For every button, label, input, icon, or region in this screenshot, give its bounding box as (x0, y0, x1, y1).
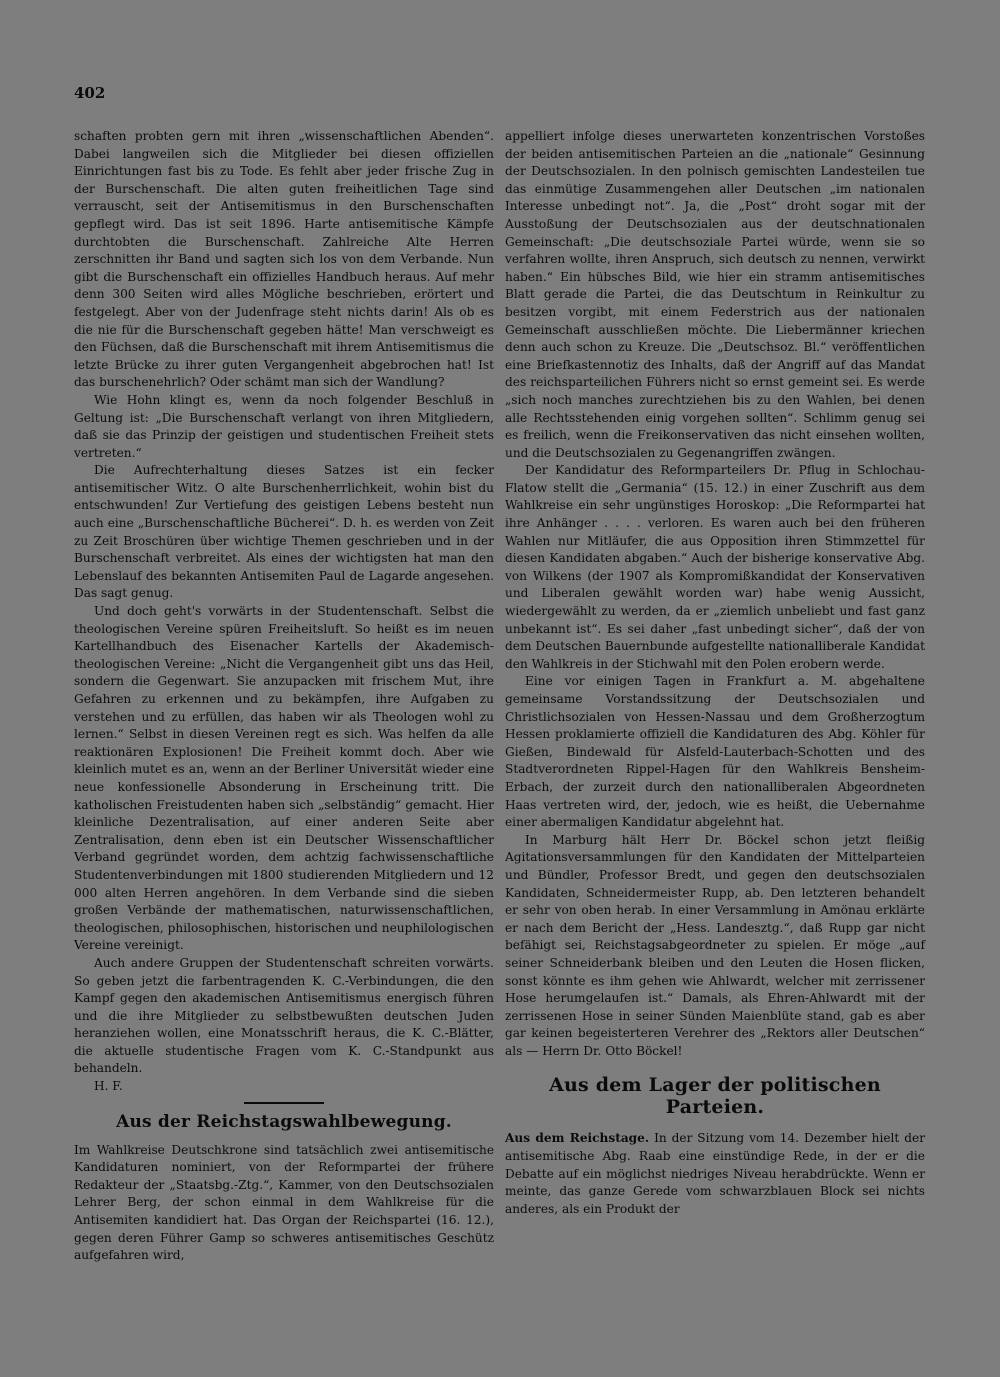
section-divider (244, 1102, 324, 1104)
right-column (505, 128, 925, 1218)
paragraph: Und doch geht's vorwärts in der Studentenschaft. Selbst die theologischen Vereine spüren Freiheitsluft. So heißt es im neuen Kartellhandbuch des Eisenacher Kartells der Akademisch-theologischen Vereine: „Nicht die Vergangenheit gibt uns das Heil, sondern die Gegenwart. Sie anzupacken mit frischem Mut, ihre Gefahren zu erkennen und zu bekämpfen, ihre Aufgaben zu verstehen und zu erfüllen, das haben wir als Theologen wohl zu lernen.“ Selbst in diesen Vereinen regt es sich. Was helfen da alle reaktionären Explosionen! Die Freiheit kommt doch. Aber wie kleinlich mutet es an, wenn an der Berliner Universität wieder eine neue konfessionelle Absonderung in Erscheinung tritt. Die katholischen Freistudenten haben sich „selbständig“ gemacht. Hier kleinliche Dezentralisation, auf einer anderen Seite aber Zentralisation, denn eben ist ein Deutscher Wissenschaftlicher Verband gegründet worden, dem achtzig fachwissenschaftliche Studentenverbindungen mit 1800 studierenden Mitgliedern und 12 000 alten Herren angehören. In dem Verbande sind die sieben großen Verbände der mathematischen, naturwissenschaftlichen, theologischen, philosophischen, historischen und neuphilologischen Vereine vereinigt. (74, 604, 494, 953)
author-signature: H. F. (94, 1079, 123, 1094)
paragraph: Der Kandidatur des Reformparteilers Dr. Pflug in Schlochau-Flatow stellt die „Germania“ (15. 12.) in einer Zuschrift aus dem Wahlkreise ein sehr ungünstiges Horoskop: „Die Reformpartei hat ihre Anhänger . . . . verloren. Es waren auch bei den früheren Wahlen nur Mitläufer, die aus Opposition ihren Stimmzettel für diesen Kandidaten abgaben.“ Auch der bisherige konservative Abg. von Wilkens (der 1907 als Kompromißkandidat der Konservativen und Liberalen gewählt worden war) habe wenig Aussicht, wiedergewählt zu werden, da er „ziemlich unbeliebt und fast ganz unbekannt ist“. Es sei daher „fast unbedingt sicher“, daß der von dem Deutschen Bauernbunde aufgestellte nationalliberale Kandidat den Wahlkreis in der Stichwahl mit den Polen erobern werde. (505, 463, 925, 671)
left-column (74, 128, 494, 1265)
paragraph: Die Aufrechterhaltung dieses Satzes ist ein fecker antisemitischer Witz. O alte Burschenherrlichkeit, wohin bist du entschwunden! Zur Vertiefung des geistigen Lebens besteht nun auch eine „Burschenschaftliche Bücherei“. D. h. es werden von Zeit zu Zeit Broschüren über wichtige Themen geschrieben und in der Burschenschaft verbreitet. Als eines der wichtigsten hat man den Lebenslauf des bekannten Antisemiten Paul de Lagarde angesehen. Das sagt genug. (74, 463, 494, 601)
paragraph: Im Wahlkreise Deutschkrone sind tatsächlich zwei antisemitische Kandidaturen nominiert, von der Reformpartei der frühere Redakteur der „Staatsbg.-Ztg.“, Kammer, von den Deutschsozialen Lehrer Berg, der schon einmal in dem Wahlkreise für die Antisemiten kandidiert hat. Das Organ der Reichspartei (16. 12.), gegen deren Führer Gamp so schweres antisemitisches Geschütz aufgefahren wird, (74, 1142, 494, 1263)
paragraph: appelliert infolge dieses unerwarteten konzentrischen Vorstoßes der beiden antisemitischen Parteien an die „nationale“ Gesinnung der Deutschsozialen. In den polnisch gemischten Landesteilen tue das einmütige Zusammengehen aller Deutschen „im nationalen Interesse unbedingt not“. Ja, die „Post“ droht sogar mit der Ausstoßung der Deutschsozialen aus der deutschnationalen Gemeinschaft: „Die deutschsoziale Partei würde, wenn sie so verfahren wollte, ihren Anspruch, sich deutsch zu nennen, verwirkt haben.“ Ein hübsches Bild, wie hier ein stramm antisemitisches Blatt gerade die Partei, die das Deutschtum in Reinkultur zu besitzen vorgibt, mit einem Federstrich aus der nationalen Gemeinschaft ausschließen möchte. Die Liebermänner kriechen denn auch schon zu Kreuze. Die „Deutschsoz. Bl.“ veröffentlichen eine Briefkastennotiz des Inhalts, daß der Angriff auf das Mandat des reichsparteilichen Führers nicht so ernst gemeint sei. Es werde „sich noch manches zurechtziehen bis zu den Wahlen, bei denen alle Rechtsstehenden einig vorgehen sollten“. Schlimm genug sei es freilich, wenn die Freikonservativen das nicht einsehen wollten, und die Deutschsozialen zu Gegenangriffen zwängen. (505, 129, 925, 460)
paragraph: Eine vor einigen Tagen in Frankfurt a. M. abgehaltene gemeinsame Vorstandssitzung der Deutschsozialen und Christlichsozialen von Hessen-Nassau und dem Großherzogtum Hessen proklamierte offiziell die Kandidaturen des Abg. Köhler für Gießen, Bindewald für Alsfeld-Lauterbach-Schotten und des Stadtverordneten Rippel-Hagen für den Wahlkreis Bensheim-Erbach, der zurzeit durch den nationalliberalen Abgeordneten Haas vertreten wird, der, jedoch, wie es heißt, die Uebernahme einer abermaligen Kandidatur abgelehnt hat. (505, 674, 925, 830)
paragraph: Wie Hohn klingt es, wenn da noch folgender Beschluß in Geltung ist: „Die Burschenschaft verlangt von ihren Mitgliedern, daß sie das Prinzip der geistigen und studentischen Freiheit stets vertreten.“ (74, 392, 494, 460)
paragraph-text: In der Sitzung vom 14. Dezember hielt der antisemitische Abg. Raab eine einstündige Rede, in der er die Debatte auf ein möglichst niedriges Niveau herabdrückte. Wenn er meinte, das ganze Gerede vom schwarzblauen Block sei nichts anderes, als ein Produkt der (505, 1131, 926, 1216)
section-lead: Aus dem Reichstage. (505, 1131, 650, 1146)
section-heading: Aus dem Lager der politischen Parteien. (549, 1074, 881, 1119)
page-number: 402 (74, 84, 106, 102)
paragraph: In Marburg hält Herr Dr. Böckel schon jetzt fleißig Agitationsversammlungen für den Kandidaten der Mittelparteien und Bündler, Professor Bredt, und gegen den deutschsozialen Kandidaten, Schneidermeister Rupp, ab. Den letzteren behandelt er sehr von oben herab. In einer Versammlung in Amönau erklärte er nach dem Bericht der „Hess. Landesztg.“, daß Rupp gar nicht befähigt sei, Reichstagsabgeordneter zu spielen. Er möge „auf seiner Schneiderbank bleiben und den Leuten die Hosen flicken, sonst könnte es ihm gehen wie Ahlwardt, welcher mit zerrissener Hose herumgelaufen ist.“ Damals, als Ehren-Ahlwardt mit der zerrissenen Hose in seiner Sünden Maienblüte stand, gab es aber gar keinen begeisterteren Verehrer des „Rektors aller Deutschen“ als — Herrn Dr. Otto Böckel! (505, 832, 925, 1058)
paragraph (505, 1130, 925, 1218)
section-heading: Aus der Reichstagswahlbewegung. (116, 1111, 452, 1132)
paragraph: schaften probten gern mit ihren „wissenschaftlichen Abenden“. Dabei langweilen sich die Mitglieder bei diesen offiziellen Einrichtungen fast bis zu Tode. Es fehlt aber jeder frische Zug in der Burschenschaft. Die alten guten freiheitlichen Tage sind verrauscht, seit der Antisemitismus in den Burschenschaften gepflegt wird. Das ist seit 1896. Harte antisemitische Kämpfe durchtobten die Burschenschaft. Zahlreiche Alte Herren zerschnitten ihr Band und sagten sich los von dem Verbande. Nun gibt die Burschenschaft ein offizielles Handbuch heraus. Auf mehr denn 300 Seiten wird alles Mögliche beschrieben, erörtert und festgelegt. Aber von der Judenfrage steht nichts darin! Als ob es die nie für die Burschenschaft gegeben hätte! Man verschweigt es den Füchsen, daß die Burschenschaft mit ihrem Antisemitismus die letzte Brücke zu ihrer guten Vergangenheit abgebrochen hat! Ist das burschenehrlich? Oder schämt man sich der Wandlung? (74, 129, 494, 390)
paragraph: Auch andere Gruppen der Studentenschaft schreiten vorwärts. So geben jetzt die farbentragenden K. C.-Verbindungen, die den Kampf gegen den akademischen Antisemitismus energisch führen und die ihre Mitglieder zu selbstbewußten deutschen Juden heranziehen wollen, eine Monatsschrift heraus, die K. C.-Blätter, die aktuelle studentische Fragen vom K. C.-Standpunkt aus behandeln. (74, 955, 494, 1076)
